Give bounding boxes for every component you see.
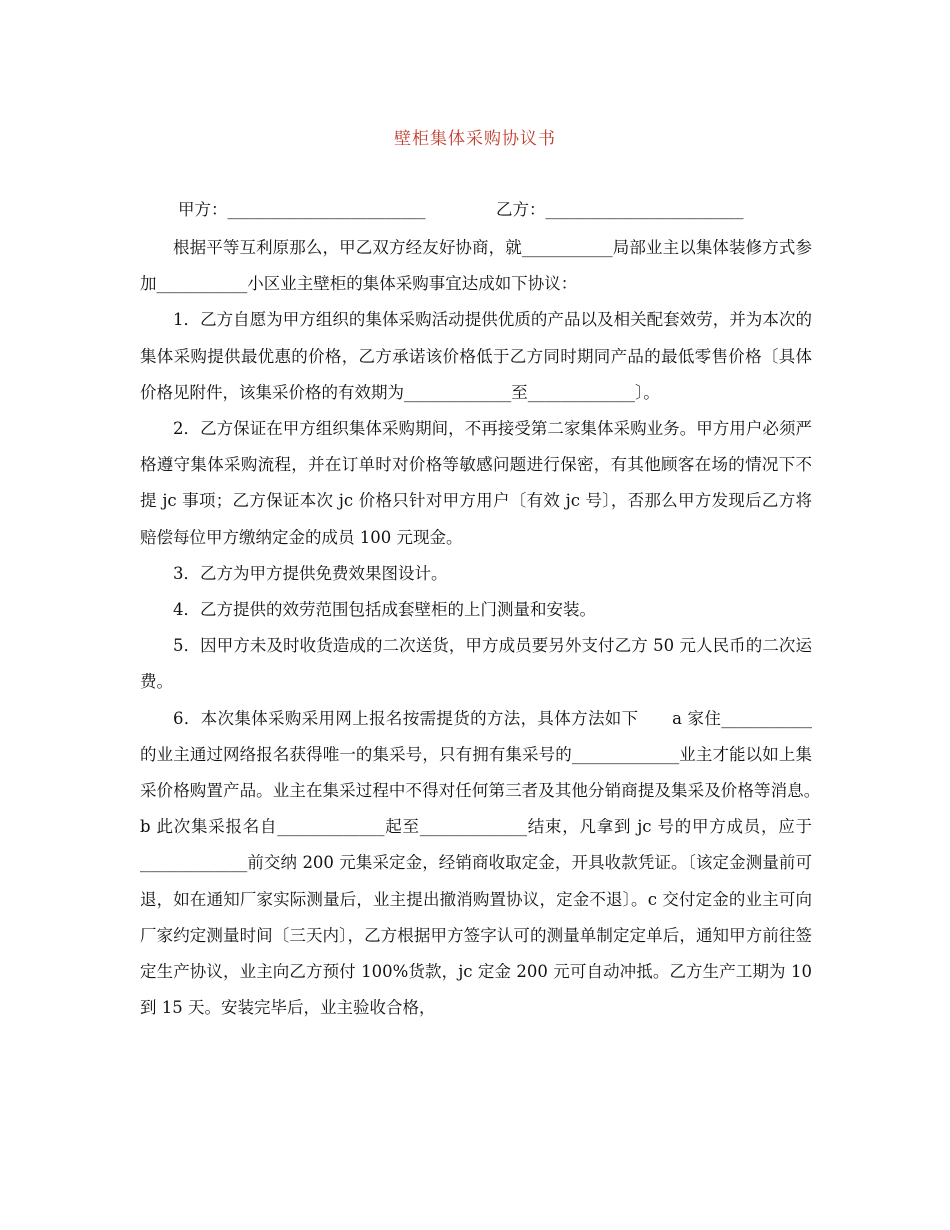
intro-paragraph: 根据平等互利原那么，甲乙双方经友好协商，就___________局部业主以集体装修方式参加___________小区业主壁柜的集体采购事宜达成如下协议： [140, 238, 812, 294]
party-b-field: 乙方：________________________ [496, 200, 744, 219]
party-a-field: 甲方：________________________ [178, 200, 426, 219]
agreement-body [140, 230, 845, 1026]
clause-2: 2．乙方保证在甲方组织集体采购期间，不再接受第二家集体采购业务。甲方用户必须严格遵守集体采购流程，并在订单时对价格等敏感问题进行保密，有其他顾客在场的情况下不提 jc 事项；乙方保证本次 jc 价格只针对甲方用户〔有效 jc 号〕，否那么甲方发现后乙方将赔偿每位甲方缴纳定金的成员 100 元现金。 [140, 419, 812, 547]
clause-4: 4．乙方提供的效劳范围包括成套壁柜的上门测量和安装。 [173, 600, 596, 620]
document-title: 壁柜集体采购协议书 [394, 129, 556, 149]
clause-5: 5．因甲方未及时收货造成的二次送货，甲方成员要另外支付乙方 50 元人民币的二次运费。 [140, 636, 812, 692]
party-line [178, 196, 744, 220]
clause-3: 3．乙方为甲方提供免费效果图设计。 [173, 563, 448, 583]
clause-1: 1．乙方自愿为甲方组织的集体采购活动提供优质的产品以及相关配套效劳，并为本次的集体采购提供最优惠的价格，乙方承诺该价格低于乙方同时期同产品的最低零售价格〔具体价格见附件，该集采价格的有效期为_____________至_____________〕。 [140, 310, 812, 402]
clause-6: 6．本次集体采购采用网上报名按需提货的方法，具体方法如下 a 家住___________的业主通过网络报名获得唯一的集采号，只有拥有集采号的_____________业主才能以如上集采价格购置产品。业主在集采过程中不得对任何第三者及其他分销商提及集采及价格等消息。 b 此次集采报名自_____________起至_____________结束，凡拿到 jc 号的甲方成员，应于_____________前交纳 200 元集采定金，经销商收取定金，开具收款凭证。〔该定金测量前可退，如在通知厂家实际测量后，业主提出撤消购置协议，定金不退〕。c 交付定金的业主可向厂家约定测量时间〔三天内〕，乙方根据甲方签字认可的测量单制定定单后，通知甲方前往签定生产协议，业主向乙方预付 100%货款，jc 定金 200 元可自动冲抵。乙方生产工期为 10 到 15 天。安装完毕后，业主验收合格， [140, 708, 845, 1018]
